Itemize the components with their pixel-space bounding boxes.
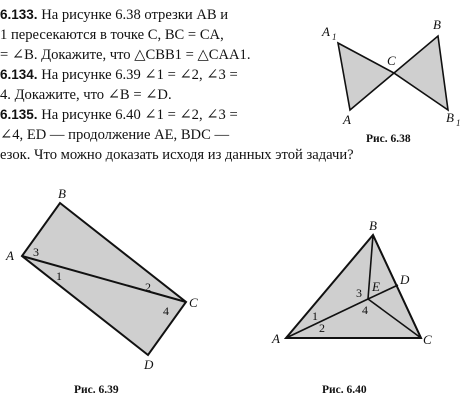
- label-c: C: [387, 53, 396, 68]
- problem-6-135-line-1: [0, 106, 238, 124]
- problem-6-133-line-1: [0, 6, 228, 24]
- angle-label-1: 1: [56, 269, 62, 283]
- label-c: C: [423, 332, 432, 347]
- label-b: B: [369, 218, 377, 233]
- angle-label-4: 4: [362, 303, 368, 317]
- label-e: E: [372, 279, 380, 294]
- angle-label-3: 3: [33, 245, 39, 259]
- label-b1: B: [446, 110, 454, 125]
- problem-6-134-line-2: [0, 86, 172, 104]
- problem-number: 6.135.: [0, 107, 38, 122]
- problem-text: На рисунке 6.39 ∠1 = ∠2, ∠3 =: [37, 67, 238, 83]
- caption-fig-6-38: Рис. 6.38: [366, 133, 411, 145]
- problem-text: 4. Докажите, что ∠B = ∠D.: [0, 87, 172, 103]
- problem-text: На рисунке 6.38 отрезки AB и: [37, 7, 229, 23]
- triangle-c-b-b1: [394, 36, 448, 110]
- problem-text: На рисунке 6.40 ∠1 = ∠2, ∠3 =: [37, 107, 238, 123]
- label-a: A: [6, 248, 14, 263]
- triangle-c-a1-a: [338, 43, 394, 110]
- angle-label-1: 1: [312, 309, 318, 323]
- caption-fig-6-39: Рис. 6.39: [74, 384, 119, 396]
- label-a1: A: [322, 24, 330, 39]
- problem-number: 6.133.: [0, 7, 38, 22]
- problem-text: 1 пересекаются в точке C, BC = CA,: [0, 27, 224, 43]
- figure-6-38: [320, 18, 460, 130]
- figure-6-39: [0, 180, 220, 380]
- problem-number: 6.134.: [0, 67, 38, 82]
- label-a1-subscript: 1: [332, 32, 337, 42]
- problem-text: езок. Что можно доказать исходя из данных этой задачи?: [0, 147, 354, 163]
- problem-6-134-line-1: [0, 66, 238, 84]
- problem-6-133-line-2: [0, 26, 224, 44]
- problem-text: ∠4, ED — продолжение AE, BDC —: [0, 127, 230, 143]
- angle-label-4: 4: [163, 304, 169, 318]
- angle-label-2: 2: [319, 321, 325, 335]
- label-b: B: [433, 17, 441, 32]
- label-b: B: [58, 186, 66, 201]
- label-a: A: [343, 112, 351, 127]
- problem-text: = ∠B. Докажите, что △CBB1 = △CAA1.: [0, 47, 251, 63]
- angle-label-2: 2: [145, 280, 151, 294]
- label-d: D: [400, 272, 410, 287]
- angle-label-3: 3: [356, 286, 362, 300]
- caption-fig-6-40: Рис. 6.40: [322, 384, 367, 396]
- label-d: D: [144, 357, 154, 372]
- label-c: C: [189, 295, 198, 310]
- problem-6-135-line-2: [0, 126, 229, 144]
- problem-6-135-line-3: [0, 146, 354, 164]
- problem-6-133-line-3: [0, 46, 250, 64]
- label-b1-subscript: [456, 118, 460, 128]
- figure-6-40: [268, 218, 448, 358]
- label-a: A: [272, 331, 280, 346]
